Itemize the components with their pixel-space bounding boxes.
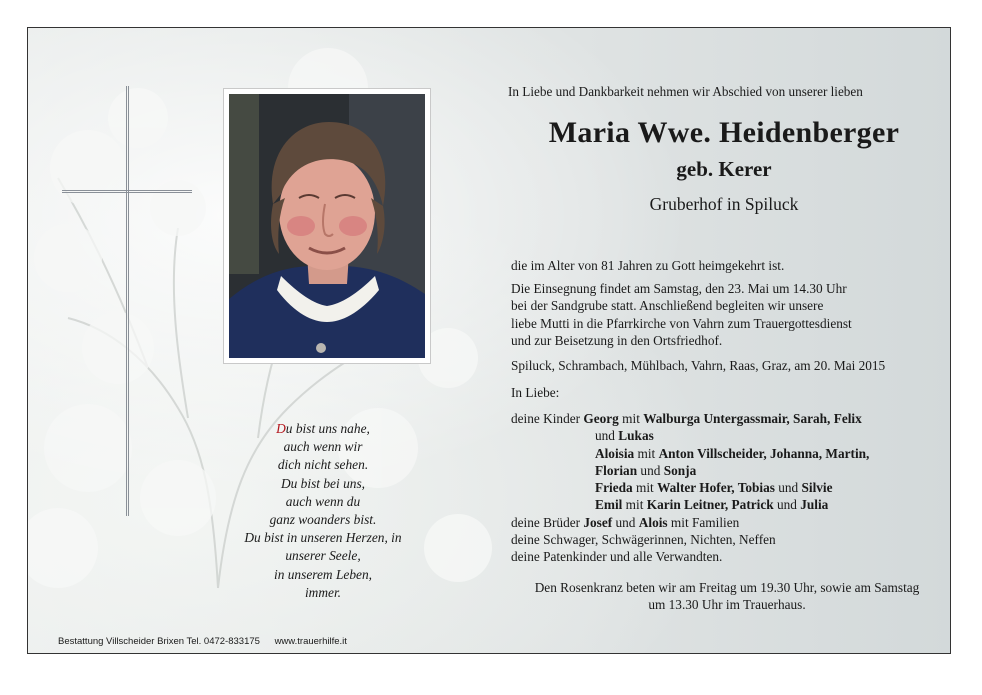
portrait-photo (229, 94, 425, 358)
residence: Gruberhof in Spiluck (649, 194, 799, 214)
mourner-row: und Lukas (595, 428, 654, 444)
age-line: die im Alter von 81 Jahren zu Gott heimgekehrt ist. (511, 258, 785, 273)
mourner-row: deine Patenkinder und alle Verwandten. (511, 549, 723, 565)
website-link[interactable]: www.trauerhilfe.it (274, 636, 347, 647)
mourner-row: Florian und Sonja (595, 462, 697, 478)
in-love-line: In Liebe: (511, 385, 560, 400)
mourner-row: Aloisia mit Anton Villscheider, Johanna, Martin, (595, 445, 870, 461)
mourner-row: deine Kinder Georg mit Walburga Untergassmair, Sarah, Felix (511, 411, 862, 426)
footer (58, 636, 347, 647)
intro-line: In Liebe und Dankbarkeit nehmen wir Abschied von unserer lieben (508, 84, 863, 99)
mourner-row: deine Brüder Josef und Alois mit Familien (511, 514, 740, 530)
undertaker-contact: Bestattung Villscheider Brixen Tel. 0472-833175 (58, 636, 260, 647)
poem-initial: D (276, 421, 286, 436)
cross-vertical-bar (126, 86, 129, 516)
portrait-photo-frame (223, 88, 431, 364)
poem-line: Du bist in unseren Herzen, in (244, 530, 402, 546)
rosary-notice: Den Rosenkranz beten wir am Freitag um 19.30 Uhr, sowie am Samstag um 13.30 Uhr im Trauerhaus. (534, 580, 920, 613)
maiden-name: geb. Kerer (676, 157, 772, 181)
poem-line: in unserem Leben, (273, 566, 373, 582)
mourners-list (511, 410, 869, 566)
cross-horizontal-bar (62, 190, 192, 193)
mourner-row: Emil mit Karin Leitner, Patrick und Julia (595, 497, 829, 513)
funeral-details: Die Einsegnung findet am Samstag, den 23. Mai um 14.30 Uhr bei der Sandgrube statt. Anschließend begleiten wir unsere liebe Mutti in die Pfarrkirche von Vahrn zum Trauergottesdienst und zur Beisetzung in den Ortsfriedhof. (511, 281, 852, 348)
poem-line: immer. (304, 584, 342, 600)
poem-line: Du bist bei uns, (280, 475, 366, 491)
mourner-row: Frieda mit Walter Hofer, Tobias und Silvie (595, 480, 833, 496)
deceased-name: Maria Wwe. Heidenberger (548, 116, 900, 149)
poem-line: ganz woanders bist. (269, 512, 377, 528)
poem-line: unserer Seele, (285, 548, 361, 564)
poem-line: Du bist uns nahe, (276, 421, 370, 436)
poem-line: dich nicht sehen. (277, 457, 369, 473)
poem (198, 420, 448, 602)
mourner-row: deine Schwager, Schwägerinnen, Nichten, Neffen (511, 532, 776, 548)
place-date-line: Spiluck, Schrambach, Mühlbach, Vahrn, Raas, Graz, am 20. Mai 2015 (511, 358, 886, 373)
poem-line: auch wenn wir (283, 439, 363, 455)
poem-line: auch wenn du (285, 493, 361, 509)
obituary-card (27, 27, 951, 654)
